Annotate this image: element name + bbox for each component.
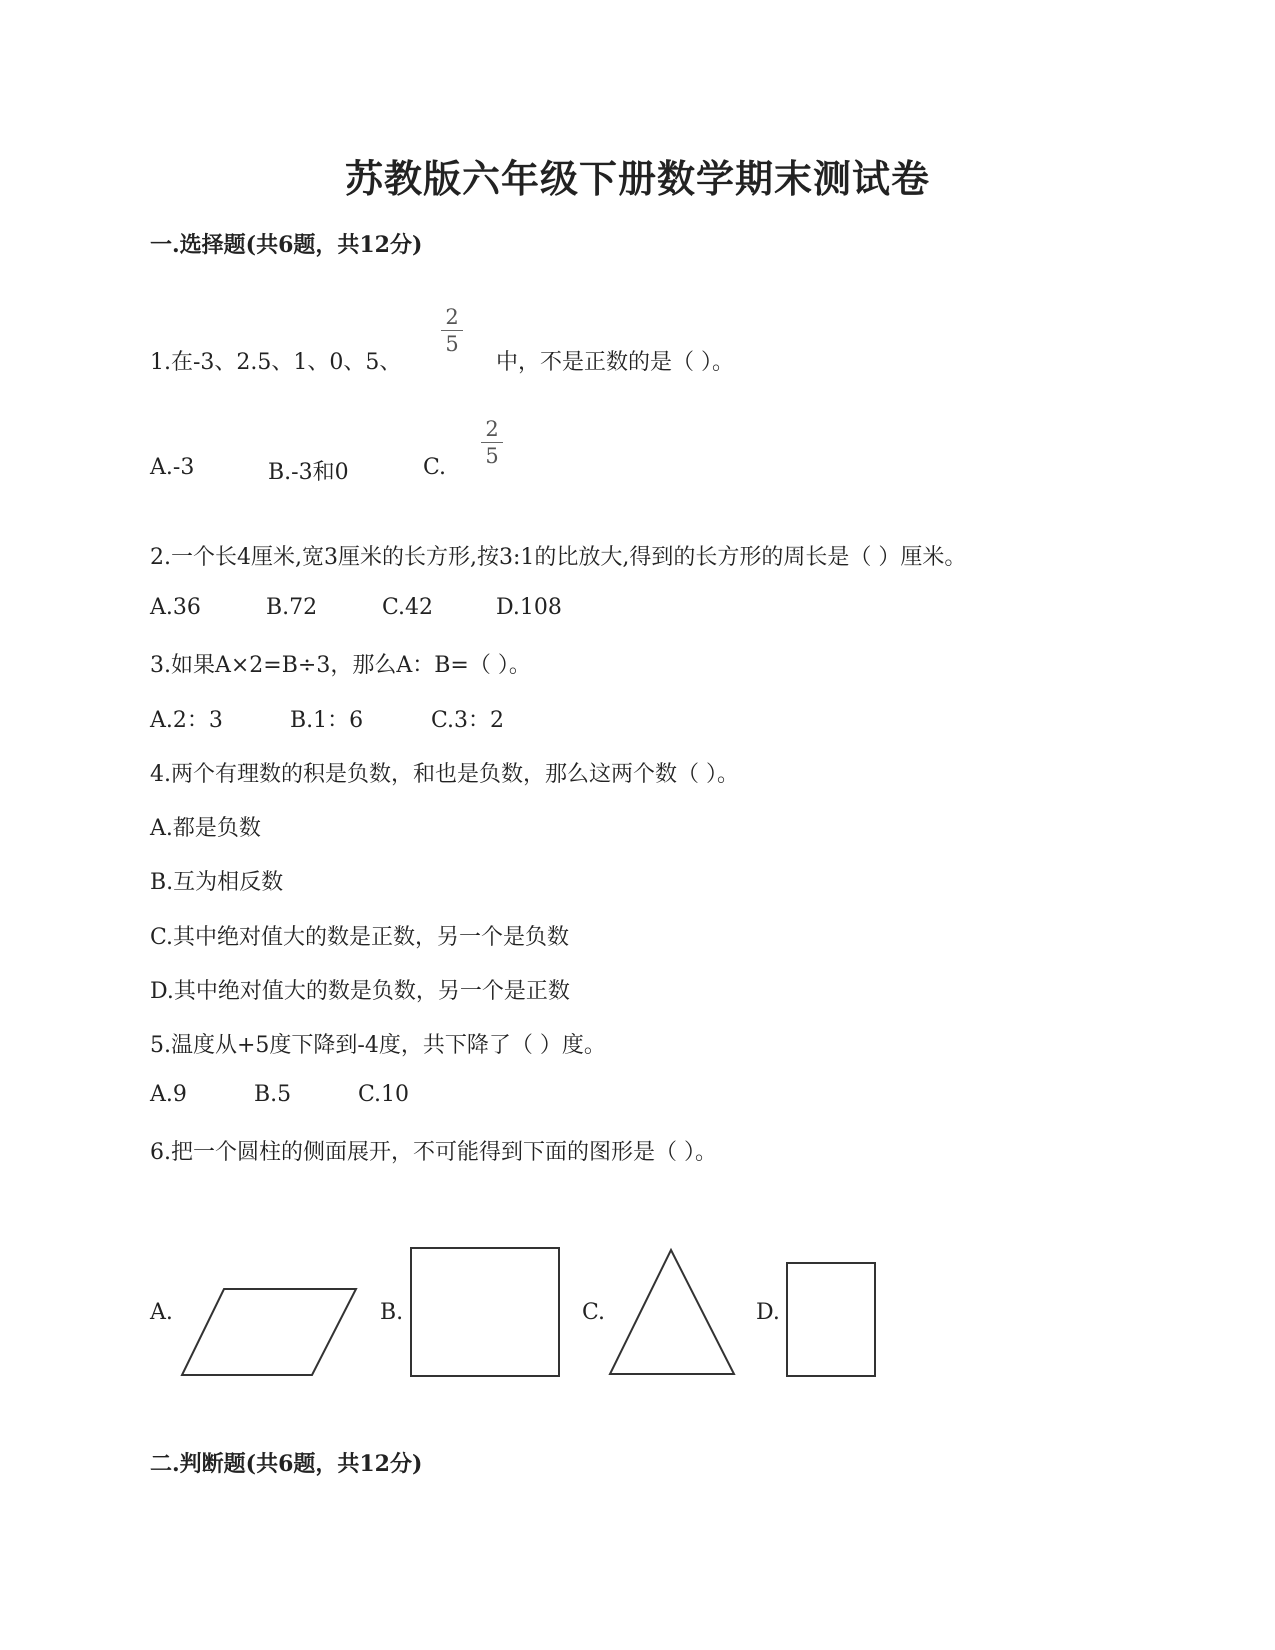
parallelogram-figure [180,1287,360,1377]
question-3-option-c: C.3：2 [431,708,505,733]
question-1-fraction [441,306,463,355]
question-1-stem-before: 1.在-3、2.5、1、0、5、 [150,350,402,375]
fraction-denominator: 5 [485,444,499,468]
question-1-option-b: B.-3和0 [268,460,349,485]
fraction-denominator: 5 [445,332,459,356]
question-1-option-c: C. [423,455,447,480]
question-1-option-c-fraction [481,418,503,467]
question-4-option-b: B.互为相反数 [150,870,284,895]
question-4-option-c: C.其中绝对值大的数是正数，另一个是负数 [150,925,570,950]
fraction-numerator: 2 [485,417,499,441]
question-6-stem: 6.把一个圆柱的侧面展开，不可能得到下面的图形是（ ）。 [150,1140,717,1165]
question-6-option-a: A. [150,1300,173,1325]
section-heading-choice: 一.选择题(共6题，共12分) [150,232,423,258]
rectangle-figure [786,1262,878,1378]
question-3-option-a: A.2：3 [150,708,223,733]
question-5-option-c: C.10 [358,1082,410,1107]
section-heading-judgement: 二.判断题(共6题，共12分) [150,1451,423,1477]
question-1-stem-after: 中，不是正数的是（ ）。 [496,350,734,375]
triangle-figure [608,1248,736,1376]
question-2-stem: 2.一个长4厘米,宽3厘米的长方形,按3:1的比放大,得到的长方形的周长是（ ）厘米。 [150,545,967,570]
question-6-option-d: D. [756,1300,780,1325]
question-3-stem: 3.如果A×2=B÷3，那么A：B=（ ）。 [150,653,531,678]
question-2-option-b: B.72 [266,595,318,620]
question-4-stem: 4.两个有理数的积是负数，和也是负数，那么这两个数（ ）。 [150,762,739,787]
question-2-option-d: D.108 [496,595,562,620]
question-5-option-b: B.5 [254,1082,292,1107]
page-title: 苏教版六年级下册数学期末测试卷 [344,156,930,201]
square-figure [410,1247,562,1377]
fraction-bar [441,330,463,331]
question-4-option-a: A.都是负数 [150,816,261,841]
fraction-bar [481,442,503,443]
question-5-option-a: A.9 [150,1082,187,1107]
question-6-option-c: C. [582,1300,606,1325]
question-2-option-c: C.42 [382,595,434,620]
question-2-option-a: A.36 [150,595,201,620]
question-6-option-b: B. [380,1300,404,1325]
question-1-option-a: A.-3 [150,455,195,480]
question-3-option-b: B.1：6 [290,708,364,733]
question-5-stem: 5.温度从+5度下降到-4度，共下降了（ ）度。 [150,1033,606,1058]
fraction-numerator: 2 [445,305,459,329]
question-4-option-d: D.其中绝对值大的数是负数，另一个是正数 [150,979,570,1004]
